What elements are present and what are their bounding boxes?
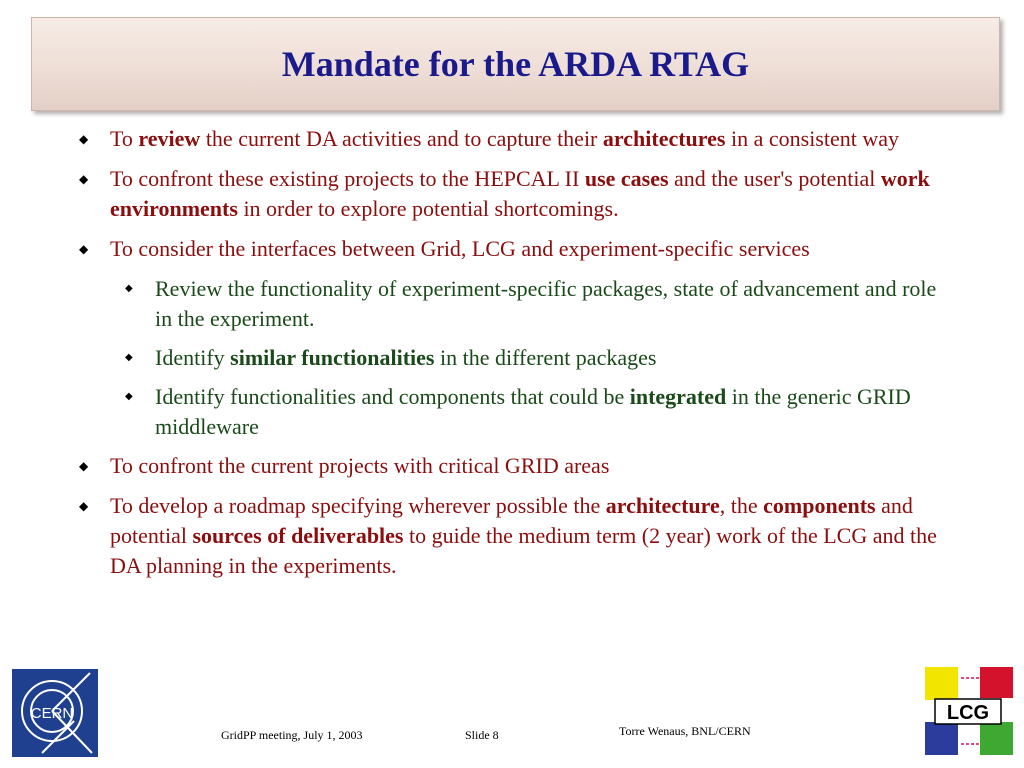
bullet-text: To develop a roadmap specifying wherever possible the	[110, 493, 606, 518]
bullet-emphasis: components	[763, 493, 876, 518]
footer-meeting: GridPP meeting, July 1, 2003	[221, 728, 363, 742]
bullet-emphasis: work environments	[110, 166, 930, 221]
bullet-text: to guide the medium term (2 year) work of the LCG and the DA planning in the experiments.	[110, 523, 937, 578]
bullet-text: To confront these existing projects to the HEPCAL II	[110, 166, 585, 191]
bullet-text: in a consistent way	[725, 126, 900, 151]
bullet-text: Identify functionalities and components that could be	[155, 384, 630, 409]
bullet-emphasis: sources of deliverables	[192, 523, 404, 548]
bullet-item	[74, 451, 944, 481]
footer-slide-number: Slide 8	[465, 728, 499, 742]
bullet-emphasis: architecture	[605, 493, 720, 518]
bullet-text: , the	[719, 493, 764, 518]
bullet-text: in the different packages	[434, 345, 657, 370]
diamond-bullet-icon: ◆	[79, 132, 89, 146]
bullet-item	[74, 343, 944, 373]
cern-logo-text: CERN	[30, 705, 74, 722]
bullet-text: and potential	[110, 493, 913, 548]
bullet-item	[74, 124, 944, 154]
bullet-text: the current DA activities and to capture their	[200, 126, 603, 151]
bullet-emphasis: review	[138, 126, 201, 151]
diamond-bullet-icon: ◆	[79, 499, 89, 513]
lcg-logo	[921, 664, 1015, 758]
bullet-emphasis: architectures	[602, 126, 726, 151]
slide-title: Mandate for the ARDA RTAG	[281, 44, 750, 84]
diamond-bullet-icon: ◆	[79, 172, 89, 186]
footer-author: Torre Wenaus, BNL/CERN	[619, 724, 751, 738]
diamond-bullet-icon: ◆	[125, 283, 133, 294]
bullet-text: Identify	[155, 345, 231, 370]
bullet-item	[74, 274, 944, 334]
title-bar	[31, 17, 1000, 111]
bullet-text: To consider the interfaces between Grid, LCG and experiment-specific services	[110, 236, 810, 261]
diamond-bullet-icon: ◆	[125, 391, 133, 402]
bullet-item	[74, 164, 944, 224]
diamond-bullet-icon: ◆	[79, 459, 89, 473]
bullet-text: To confront the current projects with critical GRID areas	[110, 453, 610, 478]
diamond-bullet-icon: ◆	[79, 242, 89, 256]
bullet-text: Review the functionality of experiment-specific packages, state of advancement and role in the experiment.	[155, 276, 937, 331]
bullet-item	[74, 234, 944, 264]
bullet-emphasis: integrated	[629, 384, 727, 409]
bullet-emphasis: similar functionalities	[230, 345, 435, 370]
lcg-logo-text: LCG	[946, 702, 990, 724]
bullet-text: in order to explore potential shortcomings.	[237, 196, 619, 221]
bullet-text: and the user's potential	[668, 166, 881, 191]
diamond-bullet-icon: ◆	[125, 352, 133, 363]
bullet-text: in the generic GRID middleware	[155, 384, 911, 439]
bullet-list	[74, 124, 944, 591]
bullet-text: To	[110, 126, 139, 151]
cern-logo	[12, 669, 98, 757]
bullet-item	[74, 491, 944, 581]
bullet-emphasis: use cases	[584, 166, 669, 191]
bullet-item	[74, 382, 944, 442]
